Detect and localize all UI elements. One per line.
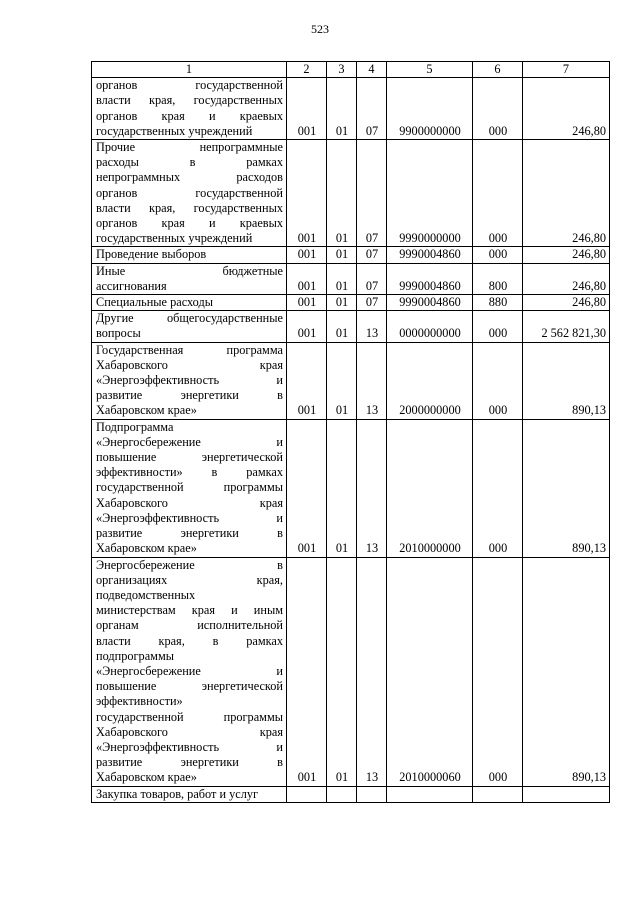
row-name-line: Хабаровском крае» (96, 770, 197, 785)
row-name-line: подпрограммы (96, 648, 174, 663)
target-article-cell: 0000000000 (387, 311, 473, 342)
section-code-cell: 01 (327, 295, 357, 311)
row-name-line: органов государственной (96, 185, 283, 200)
row-name-line: Хабаровском крае» (96, 541, 197, 556)
table-row (92, 78, 610, 140)
row-name-line: органов государственной (96, 78, 283, 93)
row-name-line: подведомственных (96, 587, 196, 602)
table-row (92, 311, 610, 342)
subsection-code-cell: 13 (357, 342, 387, 419)
expense-type-cell: 000 (473, 78, 523, 140)
table-row (92, 342, 610, 419)
row-name-line: государственной программы (96, 480, 283, 495)
row-name-line: организациях края, (96, 572, 283, 587)
target-article-cell: 9990004860 (387, 295, 473, 311)
row-name-cell (92, 295, 287, 311)
admin-code-cell (287, 786, 327, 802)
row-name-line: Хабаровского края (96, 357, 283, 372)
amount-cell: 246,80 (523, 140, 610, 247)
amount-cell: 246,80 (523, 247, 610, 263)
target-article-cell (387, 786, 473, 802)
target-article-cell: 9990000000 (387, 140, 473, 247)
row-name-line: развитие энергетики в (96, 755, 283, 770)
row-name-line: «Энергосбережение и (96, 663, 283, 678)
row-name-line: «Энергоэффективность и (96, 739, 283, 754)
subsection-code-cell: 13 (357, 311, 387, 342)
row-name-line: вопросы (96, 326, 141, 341)
section-code-cell: 01 (327, 311, 357, 342)
row-name-cell (92, 419, 287, 557)
column-header: 7 (523, 62, 610, 78)
row-name-line: Закупка товаров, работ и услуг (96, 786, 259, 801)
column-header: 5 (387, 62, 473, 78)
row-name-cell (92, 311, 287, 342)
row-name-line: государственных учреждений (96, 231, 253, 246)
section-code-cell: 01 (327, 419, 357, 557)
section-code-cell: 01 (327, 78, 357, 140)
subsection-code-cell: 07 (357, 295, 387, 311)
row-name-line: власти края, в рамках (96, 633, 283, 648)
admin-code-cell: 001 (287, 342, 327, 419)
column-header: 6 (473, 62, 523, 78)
admin-code-cell: 001 (287, 78, 327, 140)
expense-type-cell: 800 (473, 263, 523, 294)
row-name-line: министерствам края и иным (96, 603, 283, 618)
amount-cell: 246,80 (523, 295, 610, 311)
row-name-line: государственной программы (96, 709, 283, 724)
row-name-line: Хабаровского края (96, 724, 283, 739)
expense-type-cell: 000 (473, 311, 523, 342)
amount-cell: 890,13 (523, 419, 610, 557)
row-name-line: «Энергосбережение и (96, 434, 283, 449)
section-code-cell: 01 (327, 342, 357, 419)
target-article-cell: 2010000000 (387, 419, 473, 557)
amount-cell: 890,13 (523, 557, 610, 786)
table-row (92, 140, 610, 247)
subsection-code-cell: 07 (357, 247, 387, 263)
row-name-line: Государственная программа (96, 342, 283, 357)
row-name-line: Специальные расходы (96, 295, 213, 310)
row-name-cell (92, 247, 287, 263)
subsection-code-cell (357, 786, 387, 802)
budget-table (91, 61, 610, 803)
amount-cell (523, 786, 610, 802)
expense-type-cell: 000 (473, 557, 523, 786)
section-code-cell: 01 (327, 247, 357, 263)
table-row (92, 419, 610, 557)
column-header: 3 (327, 62, 357, 78)
row-name-line: Иные бюджетные (96, 263, 283, 278)
section-code-cell: 01 (327, 140, 357, 247)
target-article-cell: 9900000000 (387, 78, 473, 140)
admin-code-cell: 001 (287, 557, 327, 786)
row-name-line: Хабаровском крае» (96, 403, 197, 418)
row-name-line: ассигнования (96, 278, 167, 293)
row-name-line: Подпрограмма (96, 419, 174, 434)
table-row (92, 557, 610, 786)
row-name-line: власти края, государственных (96, 93, 283, 108)
expense-type-cell: 880 (473, 295, 523, 311)
row-name-line: органов края и краевых (96, 108, 283, 123)
expense-type-cell: 000 (473, 419, 523, 557)
target-article-cell: 2010000060 (387, 557, 473, 786)
row-name-line: Энергосбережение в (96, 557, 283, 572)
admin-code-cell: 001 (287, 247, 327, 263)
target-article-cell: 9990004860 (387, 247, 473, 263)
row-name-line: расходы в рамках (96, 155, 283, 170)
table-row (92, 263, 610, 294)
expense-type-cell: 000 (473, 342, 523, 419)
subsection-code-cell: 07 (357, 140, 387, 247)
column-header: 2 (287, 62, 327, 78)
row-name-line: Другие общегосударственные (96, 311, 283, 326)
row-name-line: развитие энергетики в (96, 526, 283, 541)
table-row (92, 786, 610, 802)
row-name-line: повышение энергетической (96, 450, 283, 465)
row-name-line: развитие энергетики в (96, 388, 283, 403)
amount-cell: 890,13 (523, 342, 610, 419)
row-name-line: государственных учреждений (96, 123, 253, 138)
subsection-code-cell: 07 (357, 263, 387, 294)
row-name-line: Проведение выборов (96, 247, 207, 262)
row-name-line: органов края и краевых (96, 216, 283, 231)
row-name-cell (92, 557, 287, 786)
table-body (92, 78, 610, 803)
subsection-code-cell: 13 (357, 557, 387, 786)
admin-code-cell: 001 (287, 295, 327, 311)
row-name-line: повышение энергетической (96, 679, 283, 694)
expense-type-cell (473, 786, 523, 802)
page-number: 523 (311, 22, 329, 36)
row-name-line: власти края, государственных (96, 200, 283, 215)
admin-code-cell: 001 (287, 263, 327, 294)
admin-code-cell: 001 (287, 140, 327, 247)
section-code-cell: 01 (327, 263, 357, 294)
row-name-line: эффективности» (96, 694, 183, 709)
expense-type-cell: 000 (473, 140, 523, 247)
row-name-line: Прочие непрограммные (96, 140, 283, 155)
target-article-cell: 2000000000 (387, 342, 473, 419)
row-name-cell (92, 263, 287, 294)
table-row (92, 247, 610, 263)
row-name-cell (92, 140, 287, 247)
row-name-line: «Энергоэффективность и (96, 510, 283, 525)
admin-code-cell: 001 (287, 311, 327, 342)
amount-cell: 2 562 821,30 (523, 311, 610, 342)
header-row (92, 62, 610, 78)
admin-code-cell: 001 (287, 419, 327, 557)
row-name-cell (92, 786, 287, 802)
row-name-line: непрограммных расходов (96, 170, 283, 185)
column-header: 1 (92, 62, 287, 78)
subsection-code-cell: 07 (357, 78, 387, 140)
subsection-code-cell: 13 (357, 419, 387, 557)
table-row (92, 295, 610, 311)
amount-cell: 246,80 (523, 78, 610, 140)
row-name-line: эффективности» в рамках (96, 465, 283, 480)
section-code-cell (327, 786, 357, 802)
section-code-cell: 01 (327, 557, 357, 786)
row-name-cell (92, 78, 287, 140)
row-name-line: органам исполнительной (96, 618, 283, 633)
row-name-line: «Энергоэффективность и (96, 373, 283, 388)
row-name-cell (92, 342, 287, 419)
amount-cell: 246,80 (523, 263, 610, 294)
target-article-cell: 9990004860 (387, 263, 473, 294)
column-header: 4 (357, 62, 387, 78)
row-name-line: Хабаровского края (96, 495, 283, 510)
expense-type-cell: 000 (473, 247, 523, 263)
